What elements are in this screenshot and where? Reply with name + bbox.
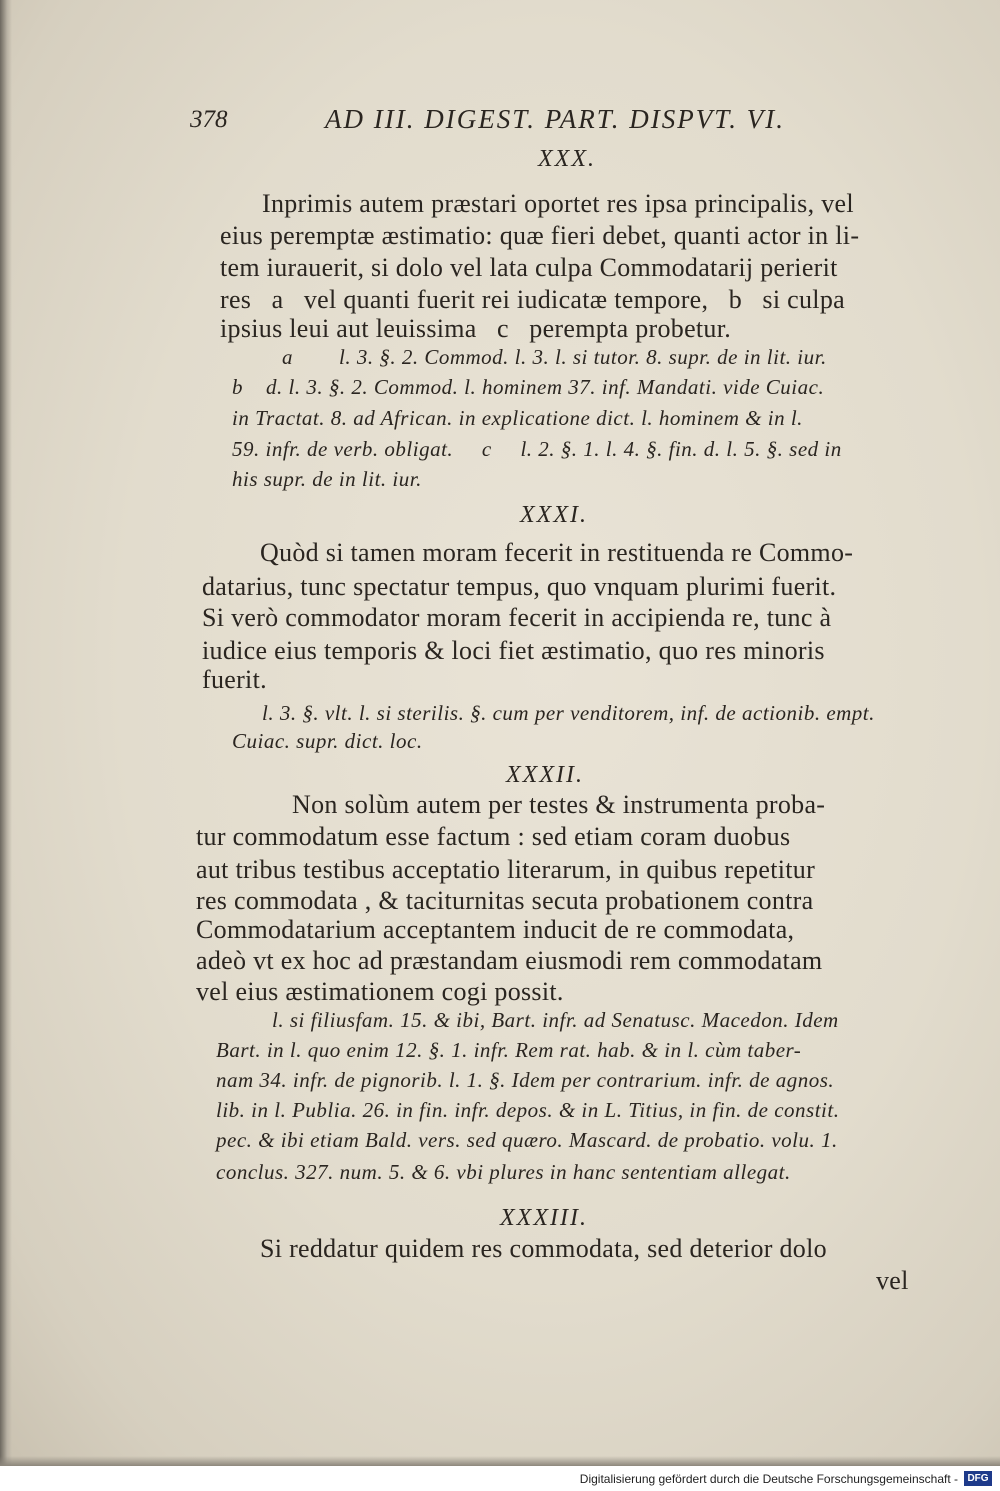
- footnote-line: Cuiac. supr. dict. loc.: [232, 729, 423, 753]
- body-line: Quòd si tamen moram fecerit in restituenda re Commo-: [260, 538, 854, 567]
- footnote-line: conclus. 327. num. 5. & 6. vbi plures in hanc sententiam allegat.: [216, 1160, 791, 1184]
- section-number: XXXI.: [520, 502, 588, 528]
- body-line: tem iurauerit, si dolo vel lata culpa Commodatarij perierit: [220, 253, 838, 282]
- catchword: vel: [876, 1266, 909, 1295]
- footnote-line: 59. infr. de verb. obligat. c l. 2. §. 1. l. 4. §. fin. d. l. 5. §. sed in: [232, 437, 842, 461]
- section-number: XXX.: [538, 146, 596, 172]
- footnote-line: Bart. in l. quo enim 12. §. 1. infr. Rem rat. hab. & in l. cùm taber-: [216, 1038, 802, 1062]
- footnote-line: lib. in l. Publia. 26. in fin. infr. depos. & in L. Titius, in fin. de constit.: [216, 1098, 840, 1122]
- body-line: adeò vt ex hoc ad præstandam eiusmodi rem commodatam: [196, 946, 823, 975]
- body-line: Non solùm autem per testes & instrumenta proba-: [292, 790, 826, 819]
- footnote-line: l. 3. §. vlt. l. si sterilis. §. cum per venditorem, inf. de actionib. empt.: [262, 701, 875, 725]
- section-number: XXXIII.: [500, 1205, 588, 1231]
- body-line: Si reddatur quidem res commodata, sed deterior dolo: [260, 1234, 827, 1263]
- footer-bar: [0, 1466, 1000, 1491]
- body-line: Inprimis autem præstari oportet res ipsa principalis, vel: [262, 189, 854, 218]
- funding-notice: Digitalisierung gefördert durch die Deutsche Forschungsgemeinschaft -: [579, 1472, 958, 1486]
- footnote-line: a l. 3. §. 2. Commod. l. 3. l. si tutor. 8. supr. de in lit. iur.: [282, 345, 827, 369]
- body-line: datarius, tunc spectatur tempus, quo vnquam plurimi fuerit.: [202, 572, 837, 601]
- footnote-line: in Tractat. 8. ad African. in explicatione dict. l. hominem & in l.: [232, 406, 803, 430]
- footnote-line: his supr. de in lit. iur.: [232, 467, 422, 491]
- footnote-line: nam 34. infr. de pignorib. l. 1. §. Idem per contrarium. infr. de agnos.: [216, 1068, 835, 1092]
- body-line: vel eius æstimationem cogi possit.: [196, 977, 564, 1006]
- footnote-line: b d. l. 3. §. 2. Commod. l. hominem 37. inf. Mandati. vide Cuiac.: [232, 375, 825, 399]
- dfg-logo[interactable]: DFG: [964, 1471, 992, 1486]
- footnote-line: l. si filiusfam. 15. & ibi, Bart. infr. ad Senatusc. Macedon. Idem: [272, 1008, 839, 1032]
- body-line: Si verò commodator moram fecerit in accipienda re, tunc à: [202, 603, 832, 632]
- footnote-line: pec. & ibi etiam Bald. vers. sed quæro. Mascard. de probatio. volu. 1.: [216, 1128, 838, 1152]
- section-number: XXXII.: [506, 762, 584, 788]
- page-number: 378: [190, 106, 228, 133]
- running-head: AD III. DIGEST. PART. DISPVT. VI.: [325, 104, 785, 134]
- body-line: aut tribus testibus acceptatio literarum, in quibus repetitur: [196, 855, 816, 884]
- body-line: ipsius leui aut leuissima c perempta probetur.: [220, 314, 732, 343]
- body-line: tur commodatum esse factum : sed etiam coram duobus: [196, 822, 791, 851]
- body-line: res commodata , & taciturnitas secuta probationem contra: [196, 886, 814, 915]
- body-line: res a vel quanti fuerit rei iudicatæ tempore, b si culpa: [220, 285, 845, 314]
- body-line: eius peremptæ æstimatio: quæ fieri debet, quanti actor in li-: [220, 221, 860, 250]
- body-line: Commodatarium acceptantem inducit de re commodata,: [196, 915, 795, 944]
- body-line: fuerit.: [202, 665, 267, 694]
- body-line: iudice eius temporis & loci fiet æstimatio, quo res minoris: [202, 636, 825, 665]
